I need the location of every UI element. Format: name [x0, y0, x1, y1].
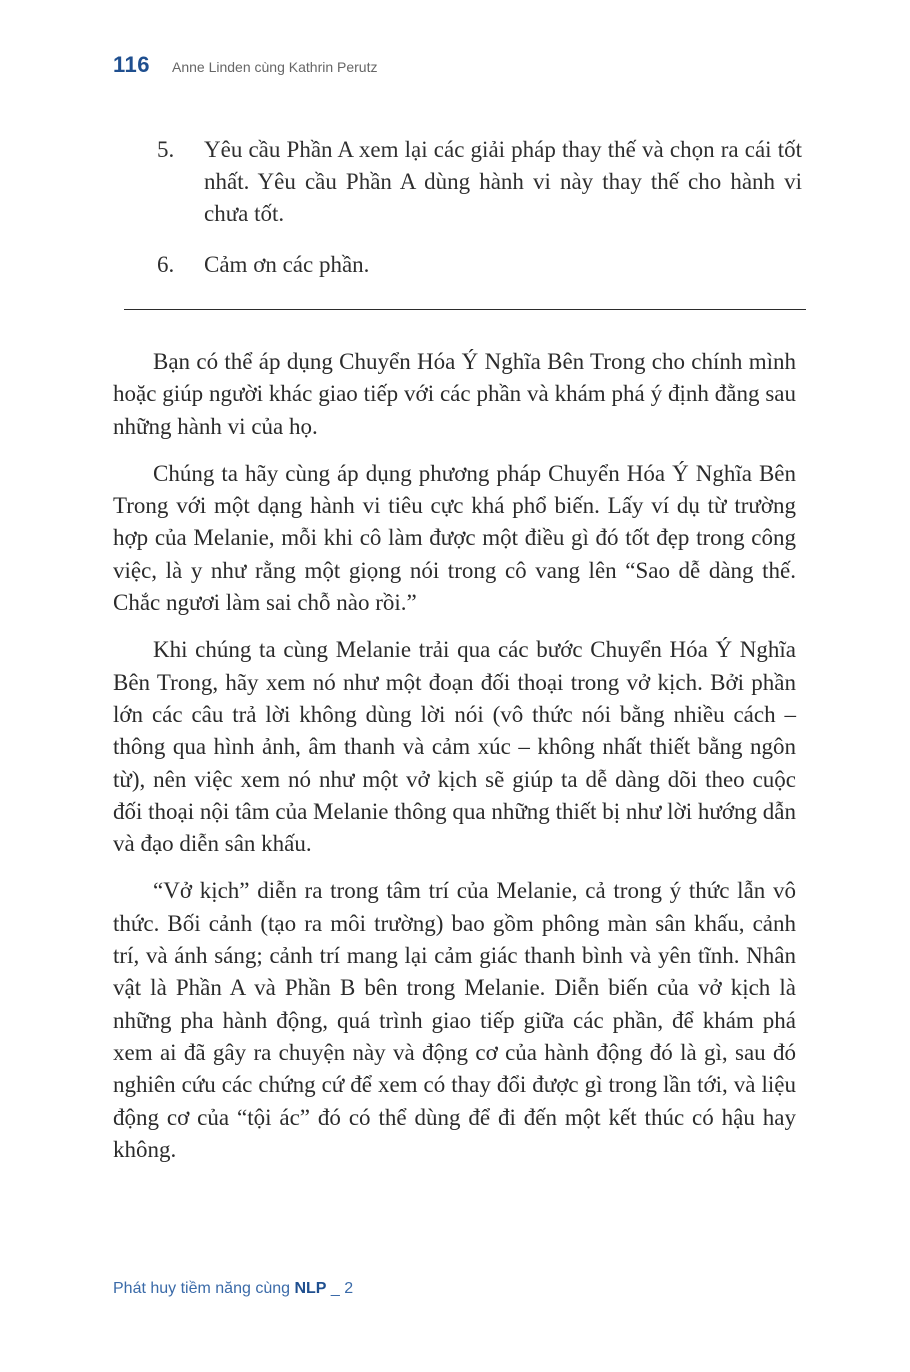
- list-item: [157, 134, 802, 230]
- page-header: [113, 52, 377, 86]
- step-text: Cảm ơn các phần.: [204, 252, 370, 277]
- footer-series: Phát huy tiềm năng cùng: [113, 1280, 295, 1297]
- body-text: [113, 346, 796, 1181]
- page-number: 116: [113, 52, 150, 77]
- step-text: Yêu cầu Phần A xem lại các giải pháp thay thế và chọn ra cái tốt nhất. Yêu cầu Phần A dùng hành vi này thay thế cho hành vi chưa tốt.: [204, 137, 802, 226]
- footer-brand: NLP: [294, 1280, 327, 1297]
- steps-list: [157, 134, 802, 300]
- page-footer: [113, 1280, 353, 1298]
- step-number: 5.: [157, 137, 175, 162]
- footer-volume: _ 2: [326, 1280, 354, 1297]
- running-head: Anne Linden cùng Kathrin Perutz: [172, 59, 378, 75]
- section-divider: [124, 309, 806, 310]
- paragraph: Bạn có thể áp dụng Chuyển Hóa Ý Nghĩa Bên Trong cho chính mình hoặc giúp người khác giao tiếp với các phần và khám phá ý định đằng sau những hành vi của họ.: [113, 349, 796, 439]
- paragraph: Khi chúng ta cùng Melanie trải qua các bước Chuyển Hóa Ý Nghĩa Bên Trong, hãy xem nó như một đoạn đối thoại trong vở kịch. Bởi phần lớn các câu trả lời không dùng lời nói (vô thức nói bằng nhiều cách – thông qua hình ảnh, âm thanh và cảm xúc – không nhất thiết bằng ngôn từ), nên việc xem nó như một vở kịch sẽ giúp ta dễ dàng dõi theo cuộc đối thoại nội tâm của Melanie thông qua những thiết bị như lời hướng dẫn và đạo diễn sân khấu.: [113, 637, 796, 857]
- step-number: 6.: [157, 252, 175, 277]
- list-item: [157, 249, 802, 281]
- paragraph: “Vở kịch” diễn ra trong tâm trí của Melanie, cả trong ý thức lẫn vô thức. Bối cảnh (tạo ra môi trường) bao gồm phông màn sân khấu, cảnh trí, và ánh sáng; cảnh trí mang lại cảm giác thanh bình và yên tĩnh. Nhân vật là Phần A và Phần B bên trong Melanie. Diễn biến của vở kịch là những pha hành động, quá trình giao tiếp giữa các phần, để khám phá xem ai đã gây ra chuyện này và động cơ của hành động đó là gì, sau đó nghiên cứu các chứng cứ để xem có thay đổi được gì trong lần tới, và liệu động cơ của “tội ác” đó có thể dùng để đi đến một kết thúc có hậu hay không.: [113, 878, 796, 1162]
- paragraph: Chúng ta hãy cùng áp dụng phương pháp Chuyển Hóa Ý Nghĩa Bên Trong với một dạng hành vi tiêu cực khá phổ biến. Lấy ví dụ từ trường hợp của Melanie, mỗi khi cô làm được một điều gì đó tốt đẹp trong công việc, là y như rằng một giọng nói trong cô vang lên “Sao dễ dàng thế. Chắc ngươi làm sai chỗ nào rồi.”: [113, 460, 796, 616]
